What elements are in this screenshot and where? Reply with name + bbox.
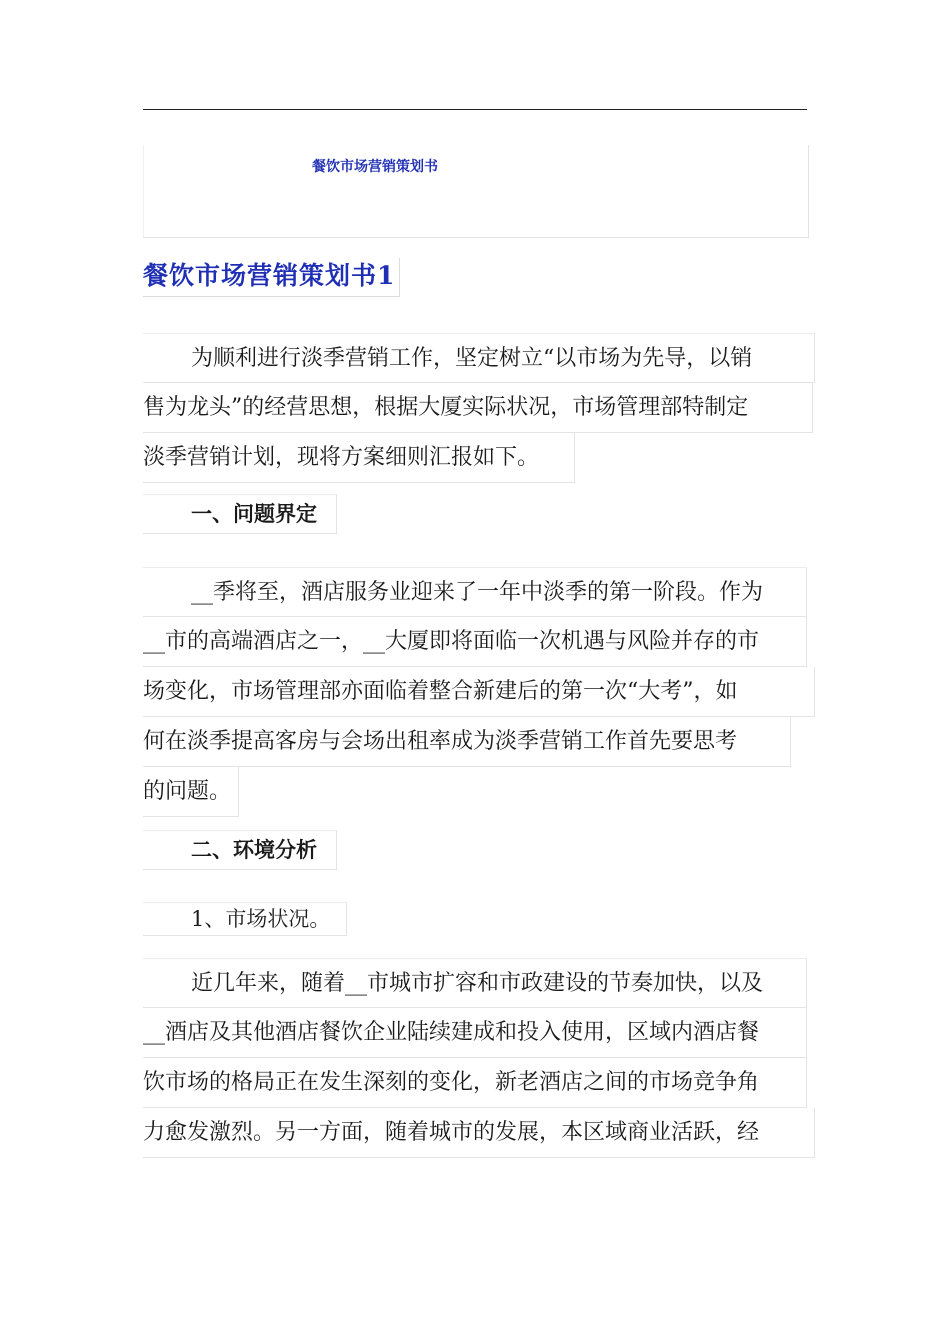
paragraph-line: 近几年来，随着__市城市扩容和市政建设的节奏加快，以及	[143, 958, 807, 1008]
intro-paragraph	[143, 333, 815, 483]
header-rule	[143, 109, 807, 110]
section2-paragraph	[143, 958, 815, 1158]
paragraph-line: __季将至，酒店服务业迎来了一年中淡季的第一阶段。作为	[143, 567, 807, 617]
section-subheading: 1、市场状况。	[143, 902, 347, 936]
section-heading: 二、环境分析	[143, 830, 337, 870]
section1-paragraph	[143, 567, 815, 817]
paragraph-line: 淡季营销计划，现将方案细则汇报如下。	[143, 433, 575, 483]
document-title: 餐饮市场营销策划书1	[143, 258, 400, 297]
header-title: 餐饮市场营销策划书	[312, 159, 438, 175]
paragraph-line: __酒店及其他酒店餐饮企业陆续建成和投入使用，区域内酒店餐	[143, 1008, 807, 1058]
paragraph-line: 饮市场的格局正在发生深刻的变化，新老酒店之间的市场竞争角	[143, 1058, 807, 1108]
paragraph-line: 力愈发激烈。另一方面，随着城市的发展，本区域商业活跃，经	[143, 1108, 815, 1158]
paragraph-line: 的问题。	[143, 767, 239, 817]
paragraph-line: 何在淡季提高客房与会场出租率成为淡季营销工作首先要思考	[143, 717, 791, 767]
paragraph-line: __市的高端酒店之一，__大厦即将面临一次机遇与风险并存的市	[143, 617, 807, 667]
paragraph-line: 售为龙头”的经营思想，根据大厦实际状况，市场管理部特制定	[143, 383, 813, 433]
paragraph-line: 场变化，市场管理部亦面临着整合新建后的第一次“大考”，如	[143, 667, 815, 717]
section-heading: 一、问题界定	[143, 494, 337, 534]
header-box	[143, 145, 809, 238]
paragraph-line: 为顺利进行淡季营销工作，坚定树立“以市场为先导，以销	[143, 333, 815, 383]
